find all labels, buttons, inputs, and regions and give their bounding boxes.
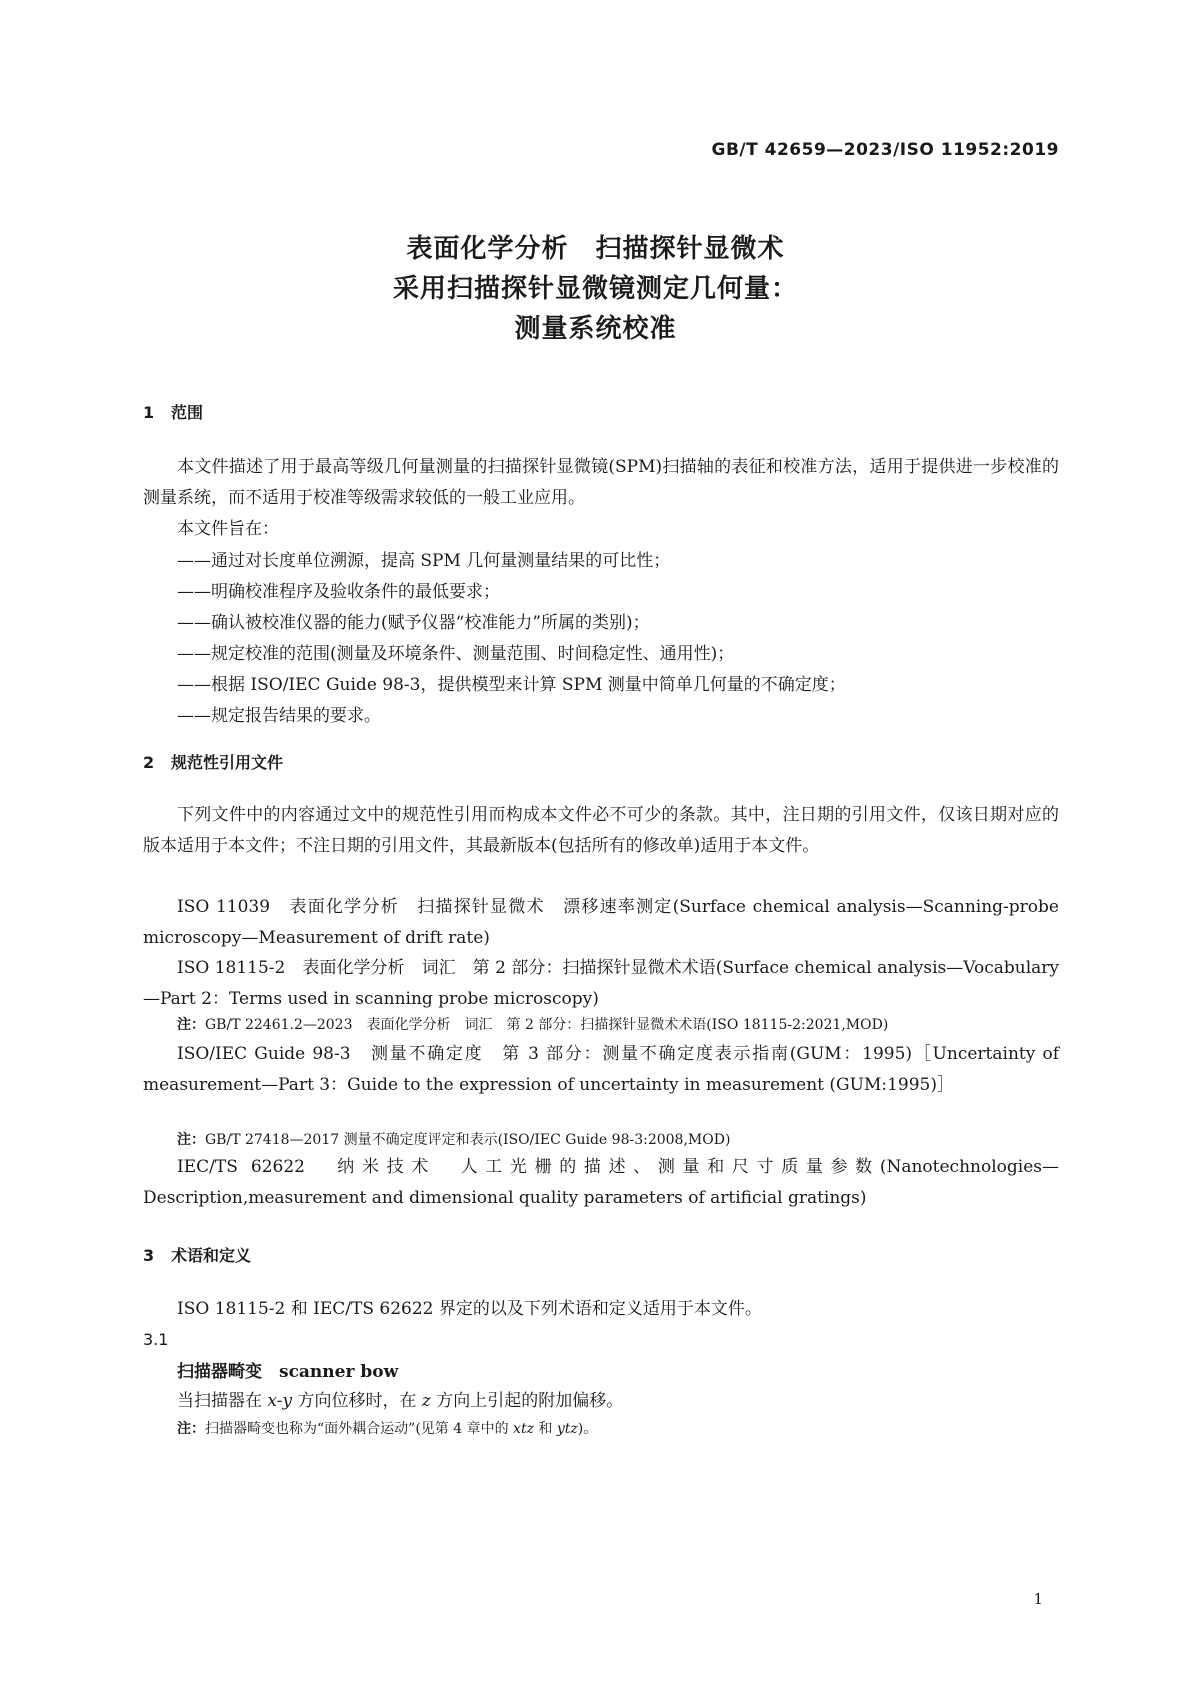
- section-title: 术语和定义: [171, 1246, 252, 1265]
- note-text: GB/T 27418—2017 测量不确定度评定和表示(ISO/IEC Guide 98-3:2008,MOD): [205, 1132, 731, 1148]
- note-text: )。: [577, 1421, 598, 1437]
- section-2-heading: [143, 750, 283, 773]
- section-number: 1: [143, 403, 155, 422]
- term-number: 3.1: [143, 1330, 169, 1349]
- definition-text: 当扫描器在: [177, 1391, 268, 1411]
- list-item: ——根据 ISO/IEC Guide 98-3，提供模型来计算 SPM 测量中简单几何量的不确定度；: [177, 675, 846, 695]
- section-2-paragraph: 下列文件中的内容通过文中的规范性引用而构成本文件必不可少的条款。其中，注日期的引用文件，仅该日期对应的版本适用于本文件；不注日期的引用文件，其最新版本(包括所有的修改单)适用于本文件。: [143, 805, 1059, 856]
- page-number: 1: [1033, 1590, 1043, 1608]
- definition-text: 方向位移时，在: [292, 1391, 422, 1411]
- note-label: 注：: [177, 1421, 205, 1437]
- math-xy: x-y: [267, 1391, 293, 1411]
- section-title: 规范性引用文件: [171, 753, 284, 772]
- reference-iso-11039: ISO 11039 表面化学分析 扫描探针显微术 漂移速率测定(Surface chemical analysis—Scanning-probe microscopy—Measurement of drift rate): [143, 897, 1059, 948]
- term-heading: [177, 1357, 398, 1382]
- term-chinese: 扫描器畸变: [177, 1362, 262, 1382]
- note-text: 扫描器畸变也称为“面外耦合运动”(见第 4 章中的: [205, 1421, 514, 1437]
- list-item: ——规定报告结果的要求。: [177, 706, 381, 726]
- section-title: 范围: [171, 403, 204, 422]
- note-2: [177, 1129, 730, 1149]
- note-1: [177, 1014, 888, 1034]
- math-ytz: ytz: [556, 1421, 578, 1437]
- note-text: GB/T 22461.2—2023 表面化学分析 词汇 第 2 部分：扫描探针显微术术语(ISO 18115-2:2021,MOD): [205, 1017, 889, 1033]
- note-label: 注：: [177, 1017, 205, 1033]
- list-item: ——通过对长度单位溯源，提高 SPM 几何量测量结果的可比性；: [177, 551, 671, 571]
- section-1-heading: [143, 400, 203, 423]
- list-item: ——明确校准程序及验收条件的最低要求；: [177, 582, 500, 602]
- section-number: 2: [143, 753, 155, 772]
- math-xtz: xtz: [513, 1421, 534, 1437]
- math-z: z: [421, 1391, 431, 1411]
- title-line-1: 表面化学分析 扫描探针显微术: [406, 234, 785, 264]
- title-line-2: 采用扫描探针显微镜测定几何量：: [392, 274, 798, 304]
- term-definition: [177, 1386, 623, 1411]
- term-english: scanner bow: [279, 1362, 399, 1382]
- list-item: ——确认被校准仪器的能力(赋予仪器“校准能力”所属的类别)；: [177, 613, 650, 633]
- definition-text: 方向上引起的附加偏移。: [430, 1391, 624, 1411]
- reference-iso-iec-guide-98-3: ISO/IEC Guide 98-3 测量不确定度 第 3 部分：测量不确定度表示指南(GUM：1995)［Uncertainty of measurement—Part 3：Guide to the expression of uncertainty in measurement (GUM:1995)］: [143, 1044, 1059, 1095]
- note-label: 注：: [177, 1132, 205, 1148]
- section-number: 3: [143, 1246, 155, 1265]
- section-3-heading: [143, 1243, 251, 1266]
- section-1-paragraph: 本文件描述了用于最高等级几何量测量的扫描探针显微镜(SPM)扫描轴的表征和校准方法，适用于提供进一步校准的测量系统，而不适用于校准等级需求较低的一般工业应用。: [143, 457, 1059, 508]
- reference-iec-ts-62622: IEC/TS 62622 纳米技术 人工光栅的描述、测量和尺寸质量参数(Nanotechnologies—Description,measurement and dimensional quality parameters of artificial gratings): [143, 1157, 1059, 1208]
- list-item: ——规定校准的范围(测量及环境条件、测量范围、时间稳定性、通用性)；: [177, 644, 735, 664]
- section-1-intro: 本文件旨在：: [177, 519, 279, 539]
- section-3-paragraph: ISO 18115-2 和 IEC/TS 62622 界定的以及下列术语和定义适用于本文件。: [177, 1299, 762, 1319]
- document-code: GB/T 42659—2023/ISO 11952:2019: [711, 140, 1059, 160]
- reference-iso-18115-2: ISO 18115-2 表面化学分析 词汇 第 2 部分：扫描探针显微术术语(Surface chemical analysis—Vocabulary—Part 2：Terms used in scanning probe microscopy): [143, 958, 1059, 1009]
- term-note: [177, 1418, 597, 1438]
- note-text: 和: [533, 1421, 557, 1437]
- title-line-3: 测量系统校准: [514, 314, 677, 344]
